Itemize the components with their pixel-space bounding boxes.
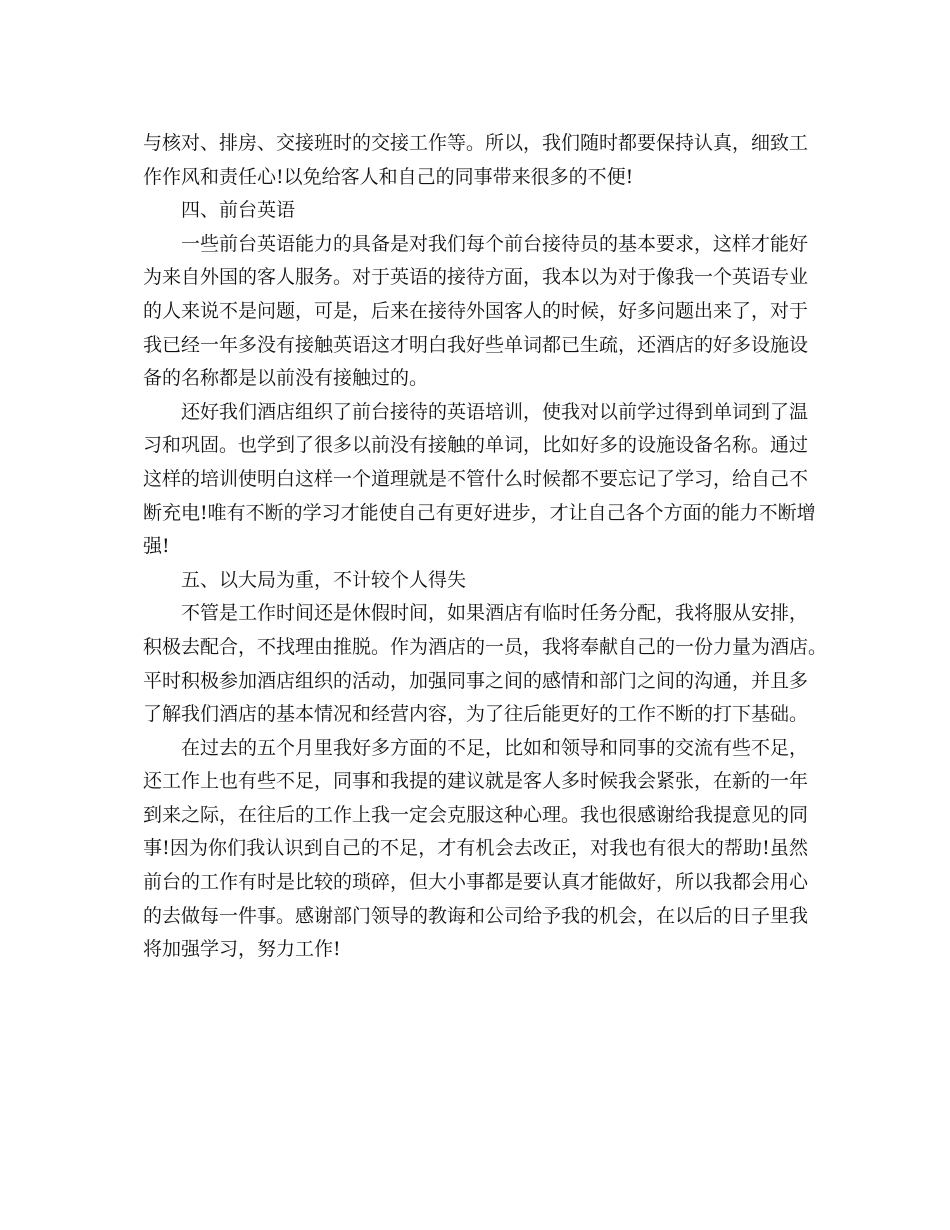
text-line: 的人来说不是问题，可是，后来在接待外国客人的时候，好多问题出来了，对于 bbox=[143, 299, 809, 322]
text-line: 五、以大局为重，不计较个人得失 bbox=[181, 568, 467, 591]
text-line: 到来之际，在往后的工作上我一定会克服这种心理。我也很感谢给我提意见的同 bbox=[143, 803, 809, 826]
text-line: 备的名称都是以前没有接触过的。 bbox=[143, 367, 429, 390]
text-line: 还工作上也有些不足，同事和我提的建议就是客人多时候我会紧张，在新的一年 bbox=[143, 770, 809, 793]
text-line: 为来自外国的客人服务。对于英语的接待方面，我本以为对于像我一个英语专业 bbox=[143, 266, 809, 289]
text-line: 一些前台英语能力的具备是对我们每个前台接待员的基本要求，这样才能好 bbox=[181, 232, 809, 255]
text-line: 断充电!唯有不断的学习才能使自己有更好进步，才让自己各个方面的能力不断增 bbox=[143, 501, 816, 524]
text-line: 我已经一年多没有接触英语这才明白我好些单词都已生疏，还酒店的好多设施设 bbox=[143, 333, 809, 356]
text-line: 了解我们酒店的基本情况和经营内容，为了往后能更好的工作不断的打下基础。 bbox=[143, 703, 809, 726]
text-line: 不管是工作时间还是休假时间，如果酒店有临时任务分配，我将服从安排， bbox=[181, 602, 809, 625]
text-line: 平时积极参加酒店组织的活动，加强同事之间的感情和部门之间的沟通，并且多 bbox=[143, 669, 809, 692]
text-line: 的去做每一件事。感谢部门领导的教诲和公司给予我的机会，在以后的日子里我 bbox=[143, 904, 809, 927]
text-line: 事!因为你们我认识到自己的不足，才有机会去改正，对我也有很大的帮助!虽然 bbox=[143, 837, 808, 860]
text-line: 积极去配合，不找理由推脱。作为酒店的一员，我将奉献自己的一份力量为酒店。 bbox=[143, 635, 828, 658]
text-line: 前台的工作有时是比较的琐碎，但大小事都是要认真才能做好，所以我都会用心 bbox=[143, 871, 809, 894]
text-line: 在过去的五个月里我好多方面的不足，比如和领导和同事的交流有些不足， bbox=[181, 736, 809, 759]
text-line: 将加强学习，努力工作! bbox=[143, 938, 341, 961]
text-line: 还好我们酒店组织了前台接待的英语培训，使我对以前学过得到单词到了温 bbox=[181, 400, 809, 423]
text-line: 强! bbox=[143, 535, 170, 558]
text-line: 四、前台英语 bbox=[181, 199, 296, 222]
text-line: 与核对、排房、交接班时的交接工作等。所以，我们随时都要保持认真，细致工 bbox=[143, 132, 809, 154]
document-body bbox=[143, 127, 828, 967]
text-line: 习和巩固。也学到了很多以前没有接触的单词，比如好多的设施设备名称。通过 bbox=[143, 434, 809, 457]
text-line: 这样的培训使明白这样一个道理就是不管什么时候都不要忘记了学习，给自己不 bbox=[143, 467, 809, 490]
text-line: 作作风和责任心!以免给客人和自己的同事带来很多的不便! bbox=[143, 165, 634, 188]
